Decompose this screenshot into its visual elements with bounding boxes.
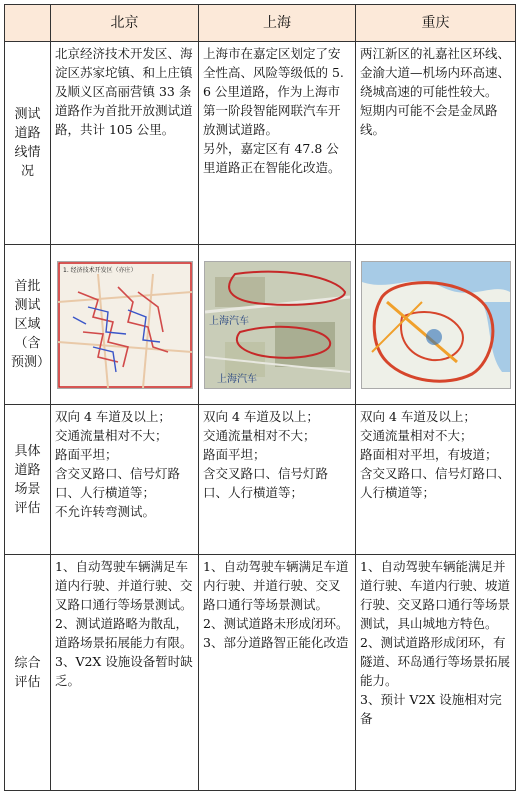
list-item: 1、自动驾驶车辆能满足并道行驶、车道内行驶、坡道行驶、交叉路口通行等场景测试，具山城地方特色。	[360, 559, 511, 631]
list-item: 含交叉路口、信号灯路口、人行横道等；	[55, 466, 181, 500]
cell-beijing-overall	[51, 555, 199, 791]
list-item: 路面相对平坦，有坡道；	[360, 447, 498, 462]
chongqing-map-image	[361, 261, 511, 389]
cell-chongqing-map	[356, 245, 516, 405]
cell-shanghai-overall	[199, 555, 356, 791]
paragraph: 北京经济技术开发区、海淀区苏家坨镇、和上庄镇及顺义区高丽营镇 33 条道路作为首批开放测试道路，共计 105 公里。	[55, 46, 193, 137]
row-label-overall-eval: 综合评估	[5, 555, 51, 791]
list-item: 交通流量相对不大；	[203, 428, 316, 443]
list-item: 双向 4 车道及以上；	[203, 409, 319, 424]
header-beijing: 北京	[51, 5, 199, 42]
paragraph: 另外，嘉定区有 47.8 公里道路正在智能化改造。	[203, 141, 341, 175]
cell-shanghai-roads	[199, 42, 356, 245]
cell-beijing-map	[51, 245, 199, 405]
comparison-table	[4, 4, 516, 791]
row-label-test-roads: 测试道路线情况	[5, 42, 51, 245]
shanghai-map-label: 上海汽车	[216, 373, 257, 385]
cell-shanghai-map	[199, 245, 356, 405]
list-item: 含交叉路口、信号灯路口、人行横道等；	[360, 466, 511, 500]
list-item: 交通流量相对不大；	[55, 428, 168, 443]
list-item: 2、测试道路未形成闭环。	[203, 616, 349, 631]
list-item: 3、预计 V2X 设施相对完备	[360, 692, 502, 726]
row-label-test-areas: 首批测试区域（含预测）	[5, 245, 51, 405]
beijing-map-image	[57, 261, 193, 389]
paragraph: 上海市在嘉定区划定了安全性高、风险等级低的 5.6 公里道路，作为上海市第一阶段智能网联汽车开放测试道路。	[203, 46, 344, 137]
cell-chongqing-roads	[356, 42, 516, 245]
cell-beijing-roads	[51, 42, 199, 245]
paragraph: 两江新区的礼嘉社区环线、金渝大道—机场内环高速、绕城高速的可能性较大。	[360, 46, 511, 99]
list-item: 2、测试道路略为散乱，道路场景拓展能力有限。	[55, 616, 193, 650]
list-item: 路面平坦；	[55, 447, 118, 462]
header-row	[5, 5, 516, 42]
list-item: 交通流量相对不大；	[360, 428, 473, 443]
list-item: 1、自动驾驶车辆满足车道内行驶、并道行驶、交叉路口通行等场景测试。	[55, 559, 193, 612]
list-item: 3、部分道路智正能化改造	[203, 635, 349, 650]
row-label-scenario-eval: 具体道路场景评估	[5, 405, 51, 555]
cell-beijing-scenario	[51, 405, 199, 555]
list-item: 3、V2X 设施设备暂时缺乏。	[55, 654, 193, 688]
cell-chongqing-scenario	[356, 405, 516, 555]
list-item: 2、测试道路形成闭环，有隧道、环岛通行等场景拓展能力。	[360, 635, 511, 688]
list-item: 路面平坦；	[203, 447, 266, 462]
header-chongqing: 重庆	[356, 5, 516, 42]
shanghai-map-image	[204, 261, 351, 389]
list-item: 双向 4 车道及以上；	[360, 409, 476, 424]
list-item: 含交叉路口、信号灯路口、人行横道等；	[203, 466, 329, 500]
list-item: 不允许转弯测试。	[55, 504, 156, 519]
beijing-map-title: 1. 经济技术开发区（亦庄）	[62, 266, 137, 274]
list-item: 双向 4 车道及以上；	[55, 409, 171, 424]
table-row-test-areas	[5, 245, 516, 405]
header-shanghai: 上海	[199, 5, 356, 42]
table-row-scenario-eval	[5, 405, 516, 555]
paragraph: 短期内可能不会是金凤路线。	[360, 103, 498, 137]
table-row-test-roads	[5, 42, 516, 245]
table-row-overall-eval	[5, 555, 516, 791]
cell-chongqing-overall	[356, 555, 516, 791]
list-item: 1、自动驾驶车辆满足车道内行驶、并道行驶、交叉路口通行等场景测试。	[203, 559, 349, 612]
header-corner	[5, 5, 51, 42]
cell-shanghai-scenario	[199, 405, 356, 555]
shanghai-map-label: 上海汽车	[208, 315, 249, 327]
